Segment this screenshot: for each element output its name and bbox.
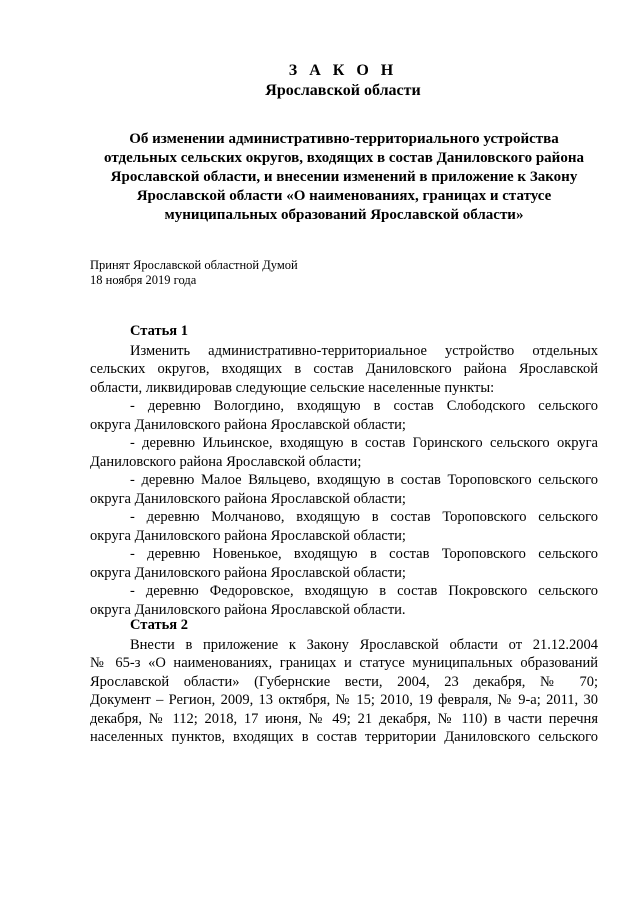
text-line: - деревню Федоровское, входящую в состав Покровского сельского <box>130 583 598 599</box>
article-heading: Статья 2 <box>130 617 188 633</box>
text-line: области, ликвидировав следующие сельские населенные пункты: <box>90 379 495 396</box>
text-line: округа Даниловского района Ярославской области; <box>90 416 406 433</box>
text-line: - деревню Малое Вяльцево, входящую в состав Тороповского сельского <box>130 472 598 488</box>
adoption-note <box>90 258 298 288</box>
text-line: - деревню Молчаново, входящую в состав Тороповского сельского <box>130 509 598 525</box>
article-heading: Статья 1 <box>130 323 188 339</box>
subject-line: отдельных сельских округов, входящих в состав Даниловского района <box>104 150 584 166</box>
text-line: Даниловского района Ярославской области; <box>90 453 362 470</box>
text-line: округа Даниловского района Ярославской области; <box>90 564 406 581</box>
text-line: сельских округов, входящих в состав Даниловского района Ярославской <box>90 361 598 377</box>
text-line: декабря, № 112; 2018, 17 июня, № 49; 21 декабря, № 110) в части перечня <box>90 710 598 727</box>
text-line: - деревню Новенькое, входящую в состав Тороповского сельского <box>130 546 598 562</box>
text-line: округа Даниловского района Ярославской области. <box>90 601 406 618</box>
text-line: Ярославской области» (Губернские вести, 2004, 23 декабря, № 70; <box>90 673 598 690</box>
subject-line: Об изменении административно-территориального устройства <box>129 131 559 147</box>
text-line: Внести в приложение к Закону Ярославской области от 21.12.2004 <box>130 636 598 653</box>
text-line: округа Даниловского района Ярославской области; <box>90 490 406 507</box>
article-1 <box>90 322 598 619</box>
law-subject-heading <box>84 130 604 225</box>
adoption-date: 18 ноября 2019 года <box>90 273 197 287</box>
law-title: З А К О Н <box>288 62 398 79</box>
subject-line: Ярославской области «О наименованиях, границах и статусе <box>136 188 552 204</box>
text-line: № 65-з «О наименованиях, границах и статусе муниципальных образований <box>90 655 598 671</box>
law-region: Ярославской области <box>265 82 421 99</box>
subject-line: муниципальных образований Ярославской области» <box>164 207 524 223</box>
text-line: - деревню Ильинское, входящую в состав Горинского сельского округа <box>130 435 598 451</box>
text-line: Изменить административно-территориальное устройство отдельных <box>130 342 598 359</box>
subject-line: Ярославской области, и внесении изменений в приложение к Закону <box>110 169 578 185</box>
article-2 <box>90 616 598 747</box>
text-line: населенных пунктов, входящих в состав территории Даниловского сельского <box>90 729 598 745</box>
adoption-body: Принят Ярославской областной Думой <box>90 258 298 272</box>
text-line: Документ – Регион, 2009, 13 октября, № 15; 2010, 19 февраля, № 9-а; 2011, 30 <box>90 692 598 708</box>
text-line: - деревню Вологдино, входящую в состав Слободского сельского <box>130 398 598 414</box>
text-line: округа Даниловского района Ярославской области; <box>90 527 406 544</box>
